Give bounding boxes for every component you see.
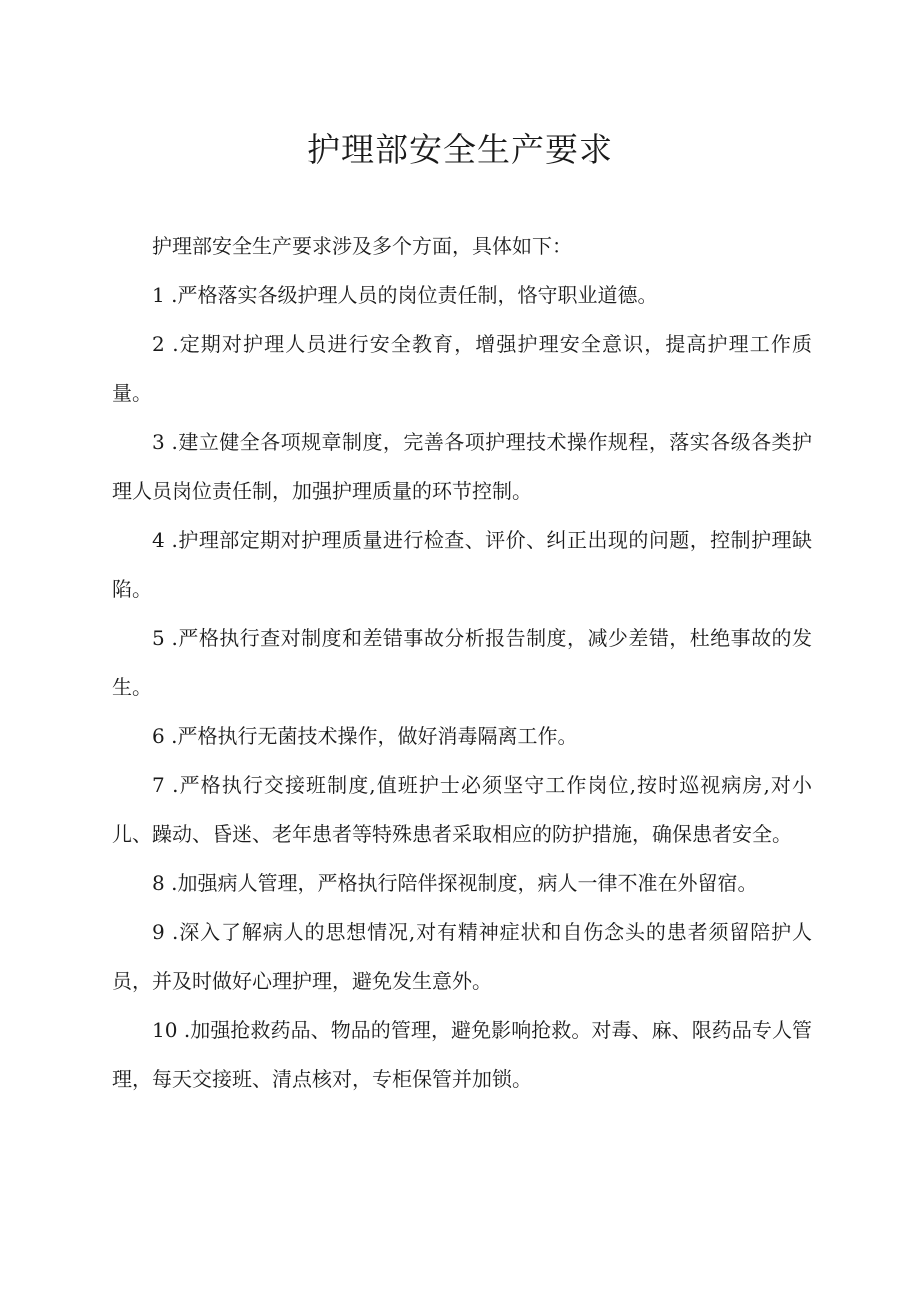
- item-number: 10: [152, 1018, 178, 1042]
- item-text: .严格执行交接班制度,值班护士必须坚守工作岗位,按时巡视病房,对小儿、躁动、昏迷、老年患者等特殊患者采取相应的防护措施，确保患者安全。: [112, 773, 812, 846]
- list-item: [112, 320, 812, 418]
- item-text: .深入了解病人的思想情况,对有精神症状和自伤念头的患者须留陪护人员，并及时做好心理护理，避免发生意外。: [112, 920, 813, 993]
- intro-paragraph: 护理部安全生产要求涉及多个方面，具体如下：: [152, 234, 572, 258]
- list-item: [112, 859, 812, 908]
- item-number: 2: [152, 332, 165, 356]
- list-item: [112, 712, 812, 761]
- item-text: .严格执行无菌技术操作，做好消毒隔离工作。: [171, 724, 578, 748]
- item-number: 6: [152, 724, 165, 748]
- item-number: 1: [152, 283, 165, 307]
- item-number: 9: [152, 920, 165, 944]
- list-item: [112, 516, 812, 614]
- item-number: 3: [152, 430, 165, 454]
- document-body: [112, 222, 812, 1104]
- list-item: [112, 1006, 812, 1104]
- list-item: [112, 271, 812, 320]
- list-item: [112, 418, 812, 516]
- list-item: [112, 614, 812, 712]
- item-number: 4: [152, 528, 165, 552]
- document-title: 护理部安全生产要求: [307, 130, 613, 169]
- item-number: 5: [152, 626, 165, 650]
- list-item: [112, 908, 812, 1006]
- item-text: .加强病人管理，严格执行陪伴探视制度，病人一律不准在外留宿。: [171, 871, 758, 895]
- item-text: .加强抢救药品、物品的管理，避免影响抢救。对毒、麻、限药品专人管理，每天交接班、清点核对，专柜保管并加锁。: [112, 1018, 813, 1091]
- item-text: .严格执行查对制度和差错事故分析报告制度，减少差错，杜绝事故的发生。: [112, 626, 812, 699]
- item-text: .建立健全各项规章制度，完善各项护理技术操作规程，落实各级各类护理人员岗位责任制，加强护理质量的环节控制。: [112, 430, 812, 503]
- item-text: .护理部定期对护理质量进行检查、评价、纠正出现的问题，控制护理缺陷。: [112, 528, 812, 601]
- item-text: .定期对护理人员进行安全教育，增强护理安全意识，提高护理工作质量。: [112, 332, 813, 405]
- item-number: 7: [152, 773, 165, 797]
- item-text: .严格落实各级护理人员的岗位责任制，恪守职业道德。: [171, 283, 658, 307]
- list-item: [112, 761, 812, 859]
- item-number: 8: [152, 871, 165, 895]
